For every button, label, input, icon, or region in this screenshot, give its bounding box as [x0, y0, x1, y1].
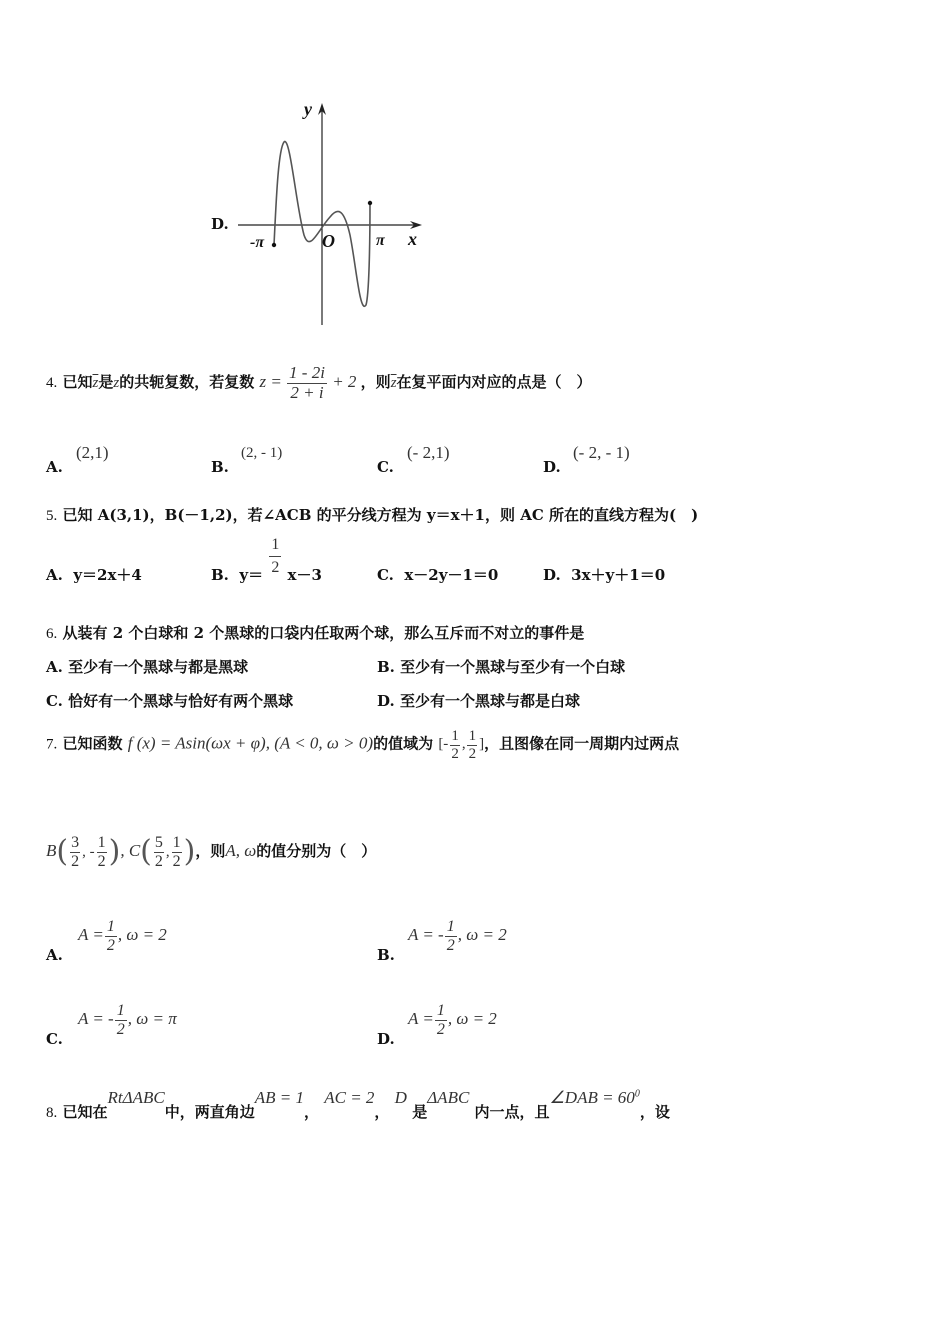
q4-option-a-label: A.	[46, 458, 63, 476]
q7-a-pre: A =	[78, 925, 104, 944]
q4-text-5: 在复平面内对应的点是（ ）	[396, 373, 592, 392]
q7-c-pre: A = -	[78, 1009, 114, 1028]
q7-a-num: 1	[106, 918, 115, 935]
q7-b-den: 2	[446, 936, 455, 954]
q5-text: 已知 A(3,1)，B(－1,2)，若∠ACB 的平分线方程为 y＝x＋1，则 AC 所在的直线方程为( )	[62, 506, 699, 524]
q7-option-b-value	[408, 918, 507, 954]
q5-option-b-pre: y＝	[239, 566, 264, 584]
q7-option-d-label: D.	[377, 1030, 395, 1048]
q7-range-open: [-	[438, 736, 449, 753]
q4-eq-lhs: z =	[259, 372, 282, 392]
q7-d-pre: A =	[408, 1009, 434, 1028]
q8-angle-degree: 0	[634, 1088, 640, 1100]
q7-d-num: 1	[436, 1002, 445, 1019]
q4-option-d[interactable]	[543, 458, 561, 476]
q7-pc-d1: 2	[154, 852, 163, 870]
q4-text-4: ，则	[360, 373, 391, 392]
q6-option-b-value: 至少有一个黑球与至少有一个白球	[400, 658, 626, 676]
q5-option-b-fraction	[269, 536, 281, 576]
q8-ab: AB = 1	[254, 1088, 304, 1107]
question-5	[46, 504, 698, 525]
q6-option-a-value: 至少有一个黑球与都是黑球	[68, 658, 249, 676]
q6-number: 6.	[46, 626, 58, 642]
q8-number: 8.	[46, 1105, 58, 1121]
q7-number: 7.	[46, 736, 58, 753]
q7-range-frac-1	[449, 728, 461, 762]
q6-option-a-label: A.	[46, 658, 63, 676]
q7-range-n1: 1	[451, 728, 459, 744]
q7-range-d1: 2	[451, 745, 459, 762]
q4-option-d-value: (- 2, - 1)	[573, 443, 630, 462]
q7-pc-d2: 2	[172, 852, 181, 870]
q7-option-a-value	[78, 918, 167, 954]
q7-a-post: , ω = 2	[117, 925, 167, 944]
x-axis-label: x	[408, 229, 417, 249]
q7-c-post: , ω = π	[127, 1009, 177, 1028]
q4-zbar-2: $\overline{z}$	[390, 375, 397, 392]
q7-option-a[interactable]	[46, 946, 63, 964]
q5-option-b[interactable]	[211, 536, 322, 585]
q7-text-3: ，且图像在同一周期内过两点	[484, 734, 680, 753]
q7-text-2: 的值域为	[373, 734, 434, 753]
q7-a-frac	[105, 918, 117, 954]
q5-option-c-value: x－2y－1＝0	[404, 566, 499, 584]
q8-text-5: ，设	[639, 1103, 670, 1121]
q7-range-close: ]	[479, 736, 485, 753]
q7-pb-n1: 3	[71, 834, 80, 851]
q5-b-den: 2	[271, 558, 280, 576]
q7-vars: A, ω	[225, 841, 257, 861]
question-6	[46, 622, 584, 643]
q7-option-b[interactable]	[377, 946, 395, 964]
q7-pc-mid: ,	[165, 844, 170, 861]
q4-text-3: 的共轭复数，若复数	[119, 373, 255, 392]
q5-option-b-label: B.	[211, 566, 229, 584]
q7-option-c-value	[78, 1002, 177, 1038]
q8-text-2: 中，两直角边	[164, 1103, 255, 1121]
q7-c-num: 1	[116, 1002, 125, 1019]
function-graph	[230, 95, 430, 330]
q7-text-1: 已知函数	[62, 734, 123, 753]
q6-text: 从装有 2 个白球和 2 个黑球的口袋内任取两个球，那么互斥而不对立的事件是	[62, 624, 585, 642]
q7-range-d2: 2	[468, 745, 477, 762]
q7-d-den: 2	[436, 1020, 445, 1038]
q7-option-d-value	[408, 1002, 497, 1038]
q5-option-b-post: x－3	[287, 566, 322, 584]
q5-option-a[interactable]	[46, 564, 142, 585]
neg-pi-label: -π	[250, 234, 265, 251]
q8-triangle-2: ΔABC	[427, 1088, 470, 1107]
q7-b-num: 1	[446, 918, 455, 935]
q8-text-1: 已知在	[62, 1103, 108, 1121]
q7-text-5: 的值分别为（ ）	[256, 842, 377, 861]
q7-range-n2: 1	[468, 728, 477, 744]
q4-option-b-label: B.	[211, 458, 229, 476]
q7-b-pre: A = -	[408, 925, 444, 944]
q7-d-post: , ω = 2	[447, 1009, 497, 1028]
q5-b-bar	[269, 556, 281, 557]
q7-range	[438, 728, 485, 762]
q4-eq-rhs: + 2	[332, 372, 357, 392]
q7-option-b-label: B.	[377, 946, 395, 964]
pos-pi-label: π	[376, 232, 385, 249]
q7-range-comma: ,	[461, 736, 466, 753]
q4-frac-num: 1 - 2i	[289, 363, 325, 382]
q7-option-d[interactable]	[377, 1030, 395, 1048]
q7-point-c: , C	[120, 841, 141, 861]
q4-option-c-value: (- 2,1)	[407, 443, 450, 462]
q6-option-d-value: 至少有一个黑球与都是白球	[399, 692, 580, 710]
q7-pc-n2: 1	[172, 834, 181, 851]
q4-option-b[interactable]	[211, 458, 229, 476]
q7-pb-n2: 1	[97, 834, 106, 851]
q7-option-c[interactable]	[46, 1030, 63, 1048]
q8-angle	[550, 1088, 640, 1107]
q7-range-frac-2	[467, 728, 479, 762]
q4-eq-fraction	[287, 364, 327, 402]
q7-pc-n1: 5	[154, 834, 163, 851]
q7-pb-d1: 2	[71, 852, 80, 870]
q7-b-frac	[445, 918, 457, 954]
q7-pc-frac-1	[153, 834, 165, 870]
q6-option-c-value: 恰好有一个黑球与恰好有两个黑球	[68, 692, 294, 710]
q5-option-d-label: D.	[543, 566, 561, 584]
q4-option-c[interactable]	[377, 458, 394, 476]
q7-paren-open-1: (	[56, 834, 69, 870]
q7-option-c-label: C.	[46, 1030, 63, 1048]
question-7	[46, 728, 679, 762]
q4-z: z	[113, 375, 120, 392]
origin-label: O	[322, 231, 335, 251]
q5-option-d-value: 3x＋y＋1＝0	[571, 566, 666, 584]
left-endpoint	[272, 243, 276, 247]
q8-triangle: RtΔABC	[107, 1088, 165, 1107]
q6-option-b-label: B.	[377, 658, 395, 676]
q7-pb-mid: , -	[82, 844, 95, 861]
q8-sep-2: ，	[374, 1103, 390, 1121]
q8-ac: AC = 2	[324, 1088, 375, 1107]
q8-text-4: 内一点，且	[474, 1103, 550, 1121]
q5-option-c-label: C.	[377, 566, 394, 584]
q7-pc-frac-2	[171, 834, 183, 870]
q6-option-d[interactable]	[377, 690, 580, 711]
question-4	[46, 364, 592, 402]
q4-option-a-value: (2,1)	[76, 443, 109, 462]
q7-pb-frac-1	[69, 834, 81, 870]
q8-text-3: 是	[412, 1103, 428, 1121]
q4-zbar: $\overline{z}$	[92, 375, 99, 392]
q5-number: 5.	[46, 508, 58, 524]
q6-option-d-label: D.	[377, 692, 395, 710]
q7-paren-open-2: (	[140, 834, 152, 870]
q7-paren-close-1: )	[108, 834, 121, 870]
question-8	[46, 1088, 670, 1122]
q4-option-c-label: C.	[377, 458, 394, 476]
right-endpoint	[368, 201, 372, 205]
q6-option-a[interactable]	[46, 656, 248, 677]
q7-option-a-label: A.	[46, 946, 63, 964]
q7-function: f (x) = Asin(ωx + φ), (A < 0, ω > 0)	[127, 733, 374, 753]
q7-points-line	[46, 834, 376, 870]
q8-angle-value: ∠DAB = 60	[549, 1088, 635, 1107]
q4-text-1: 已知	[62, 373, 93, 392]
q7-text-4: ，则	[195, 842, 226, 861]
y-axis-label: y	[304, 99, 312, 119]
q7-pb-d2: 2	[97, 852, 106, 870]
q4-option-a[interactable]	[46, 458, 63, 476]
graph-option-label: D.	[211, 215, 229, 233]
q7-paren-close-2: )	[183, 834, 196, 870]
q4-option-d-label: D.	[543, 458, 561, 476]
q4-number: 4.	[46, 375, 58, 392]
q6-option-c[interactable]	[46, 690, 293, 711]
q6-option-c-label: C.	[46, 692, 63, 710]
q7-d-frac	[435, 1002, 447, 1038]
q4-option-b-value: (2, - 1)	[241, 445, 283, 461]
q4-frac-den: 2 + i	[290, 382, 324, 402]
q5-option-a-value: y＝2x＋4	[73, 566, 142, 584]
q5-option-a-label: A.	[46, 566, 63, 584]
q4-text-2: 是	[98, 373, 114, 392]
q7-c-frac	[115, 1002, 127, 1038]
q4-equation	[259, 363, 360, 402]
q6-option-b[interactable]	[377, 656, 625, 677]
q7-b-post: , ω = 2	[457, 925, 507, 944]
q7-c-den: 2	[116, 1020, 125, 1038]
q5-b-num: 1	[271, 536, 280, 553]
q8-sep-1: ，	[303, 1103, 319, 1121]
q7-point-b: B	[46, 841, 57, 861]
q5-option-d[interactable]	[543, 564, 665, 585]
q7-a-den: 2	[106, 936, 115, 954]
q5-option-c[interactable]	[377, 564, 498, 585]
q8-point-d: D	[394, 1088, 407, 1107]
q7-pb-frac-2	[96, 834, 108, 870]
